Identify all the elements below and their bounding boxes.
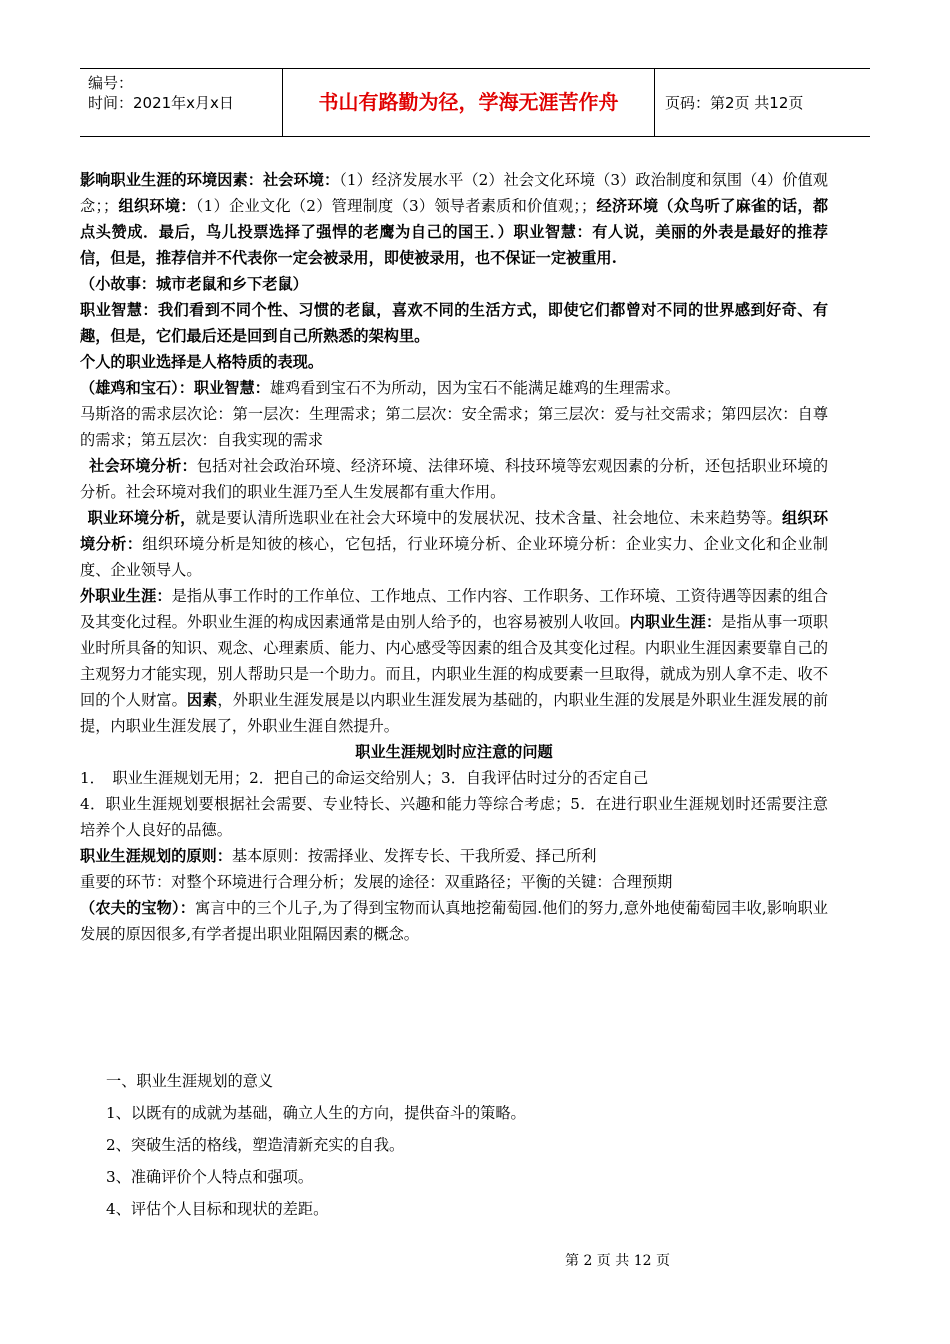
footer-page-number: 第 2 页 共 12 页	[565, 1253, 670, 1269]
paragraph: 1． 职业生涯规划无用；2．把自己的命运交给别人；3．自我评估时过分的否定自己	[80, 769, 649, 787]
bold-text: 职业生涯规划的原则：	[80, 847, 232, 865]
bold-text: 内职业生涯：	[629, 613, 722, 631]
text: （1）经济发展水平（2）社会文化环境（3）政治制度和氛围（4）价值观念；；	[80, 171, 828, 215]
bold-text: 因素	[186, 691, 218, 709]
number-label: 编号：	[88, 74, 134, 92]
bold-text: 外职业生涯：	[80, 587, 172, 605]
header-motto: 书山有路勤为径，学海无涯苦作舟	[283, 69, 655, 136]
date-label: 时间：2021年x月x日	[88, 94, 234, 112]
paragraph: 马斯洛的需求层次论：第一层次：生理需求；第二层次：安全需求；第三层次：爱与社交需求；第四层次：自尊的需求；第五层次：自我实现的需求	[80, 405, 828, 449]
significance-list	[106, 1065, 846, 1225]
bold-text: 组织环境分析：	[80, 509, 829, 553]
text: （1）企业文化（2）管理制度（3）领导者素质和价值观；；	[195, 197, 597, 215]
paragraph	[80, 843, 828, 869]
paragraph: 4．职业生涯规划要根据社会需要、专业特长、兴趣和能力等综合考虑；5．在进行职业生涯规划时还需要注意培养个人良好的品德。	[80, 795, 828, 839]
paragraph	[80, 895, 828, 947]
bold-text: 社会环境分析：	[89, 457, 197, 475]
bold-text: （雄鸡和宝石）：职业智慧：	[80, 379, 270, 397]
list-item: 4、评估个人目标和现状的差距。	[106, 1200, 329, 1218]
text: 就是要认清所选职业在社会大环境中的发展状况、技术含量、社会地位、未来趋势等。	[195, 509, 782, 527]
paragraph	[80, 505, 828, 583]
paragraph	[80, 583, 828, 739]
paragraph: （小故事：城市老鼠和乡下老鼠）	[80, 275, 308, 293]
text: 包括对社会政治环境、经济环境、法律环境、科技环境等宏观因素的分析，还包括职业环境的分析。社会环境对我们的职业生涯乃至人生发展都有重大作用。	[80, 457, 829, 501]
paragraph: 职业智慧：我们看到不同个性、习惯的老鼠，喜欢不同的生活方式，即使它们都曾对不同的世界感到好奇、有趣，但是，它们最后还是回到自己所熟悉的架构里。	[80, 301, 828, 345]
text: 雄鸡看到宝石不为所动，因为宝石不能满足雄鸡的生理需求。	[269, 379, 680, 397]
paragraph: 个人的职业选择是人格特质的表现。	[80, 353, 323, 371]
list-item: 3、准确评价个人特点和强项。	[106, 1168, 314, 1186]
list-item: 1、以既有的成就为基础，确立人生的方向，提供奋斗的策略。	[106, 1104, 526, 1122]
text: 是指从事一项职业时所具备的知识、观念、心理素质、能力、内心感受等因素的组合及其变化过程。内职业生涯因素要靠自己的主观努力才能实现，别人帮助只是一个助力。而且，内职业生涯的构成要素一旦取得，就成为别人拿不走、收不回的个人财富。	[80, 613, 829, 709]
header-page-info: 页码：第2页 共12页	[665, 94, 804, 112]
text: 基本原则：按需择业、发挥专长、干我所爱、择己所利	[231, 847, 597, 865]
bold-text: 职业环境分析，	[87, 509, 196, 527]
text: ，外职业生涯发展是以内职业生涯发展为基础的，内职业生涯的发展是外职业生涯发展的前提，内职业生涯发展了，外职业生涯自然提升。	[80, 691, 829, 735]
text: 组织环境分析是知彼的核心，它包括，行业环境分析、企业环境分析：企业实力、企业文化和企业制度、企业领导人。	[80, 535, 829, 579]
list-item: 2、突破生活的格线，塑造清新充实的自我。	[106, 1136, 405, 1154]
bold-text: 经济环境（众鸟听了麻雀的话，都点头赞成．最后，鸟儿投票选择了强悍的老鹰为自己的国王．）职业智慧：有人说，美丽的外表是最好的推荐信，但是，推荐信并不代表你一定会被录用，即使被录用，也不保证一定被重用.	[80, 197, 829, 267]
paragraph	[80, 375, 828, 401]
paragraph: 重要的环节：对整个环境进行合理分析；发展的途径：双重路径；平衡的关键：合理预期	[80, 873, 673, 891]
bold-text: （农夫的宝物）：	[80, 899, 196, 917]
text: 是指从事工作时的工作单位、工作地点、工作内容、工作职务、工作环境、工资待遇等因素的组合及其变化过程。外职业生涯的构成因素通常是由别人给予的，也容易被别人收回。	[80, 587, 829, 631]
paragraph	[80, 167, 828, 271]
page-header	[80, 68, 870, 137]
text: 寓言中的三个儿子,为了得到宝物而认真地挖葡萄园.他们的努力,意外地使葡萄园丰收,影响职业发展的原因很多,有学者提出职业阻隔因素的概念。	[80, 899, 828, 943]
page-footer	[0, 1250, 950, 1270]
document-body	[80, 167, 828, 947]
bold-text: 影响职业生涯的环境因素：社会环境：	[80, 171, 340, 189]
header-meta	[80, 69, 283, 136]
paragraph	[80, 453, 828, 505]
section-title: 职业生涯规划时应注意的问题	[355, 743, 553, 761]
bold-text: 组织环境：	[118, 197, 196, 215]
list-heading: 一、职业生涯规划的意义	[106, 1072, 274, 1090]
